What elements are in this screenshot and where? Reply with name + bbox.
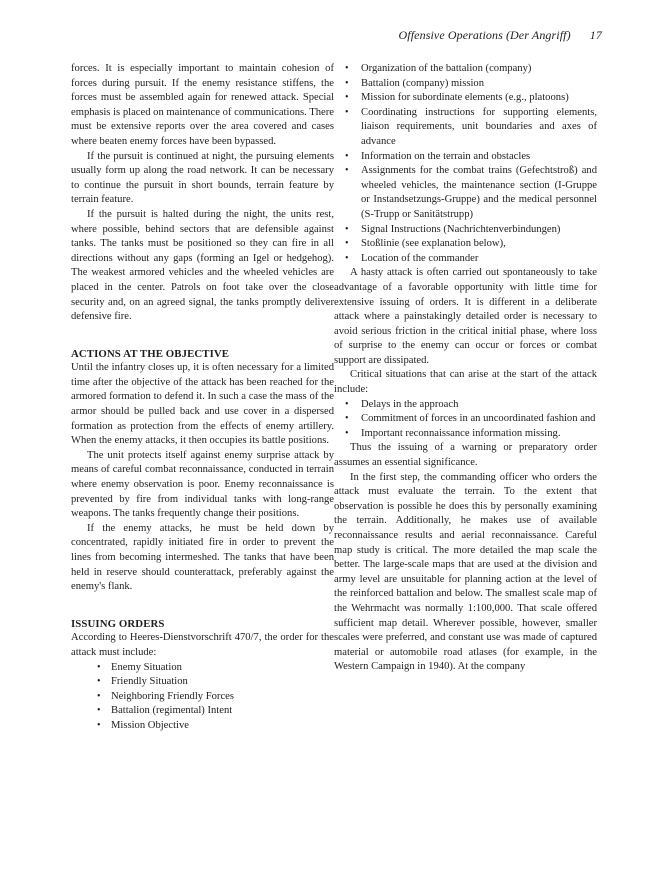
running-title: Offensive Operations (Der Angriff) — [398, 28, 571, 42]
list-item: • Coordinating instructions for supporting elements, liaison requirements, unit boundaries and axes of advance — [334, 106, 597, 150]
bullet-list — [71, 661, 334, 734]
paragraph: A hasty attack is often carried out spontaneously to take advantage of a favorable opportunity with little time for extensive issuing of orders. It is different in a deliberate attack where a painstakingly detailed order is necessary to avoid serious friction in the critical initial phase, where loss of surprise to the enemy can occur or forces or combat support are dissipated. — [334, 267, 597, 366]
list-item: • Assignments for the combat trains (Gefechtstroß) and wheeled vehicles, the maintenance section (I-Gruppe or Instandsetzungs-Gruppe) and the medical personnel (S-Trupp or Sanitätstrupp) — [334, 164, 597, 222]
list-item: • Important reconnaissance information missing. — [334, 427, 597, 442]
page-number: 17 — [589, 28, 602, 42]
list-item: • Information on the terrain and obstacles — [334, 150, 597, 165]
paragraph: According to Heeres-Dienstvorschrift 470/7, the order for the attack must include: — [71, 632, 334, 658]
list-item: • Signal Instructions (Nachrichtenverbindungen) — [334, 223, 597, 238]
paragraph: The unit protects itself against enemy surprise attack by means of careful combat reconnaissance, conducted in terrain where enemy observation is poor. Enemy reconnaissance is prevented by fire from individual tanks with long-range weapons. The tanks frequently change their positions. — [71, 449, 334, 520]
list-item: • Location of the commander — [334, 252, 597, 267]
paragraph: If the pursuit is continued at night, the pursuing elements usually form up along the road network. It can be necessary to continue the pursuit in short bounds, terrain feature by terrain feature. — [71, 150, 334, 206]
paragraph: If the enemy attacks, he must be held down by concentrated, rapidly initiated fire in order to prevent the lines from becoming intermeshed. The tanks that have been held in reserve should counterattack, preferably against the enemy's flank. — [71, 522, 334, 593]
list-item: • Commitment of forces in an uncoordinated fashion and — [334, 412, 597, 427]
running-head — [399, 28, 602, 43]
section-heading: ACTIONS AT THE OBJECTIVE — [71, 347, 230, 360]
list-item: • Friendly Situation — [71, 675, 334, 690]
list-item: • Mission Objective — [71, 719, 334, 734]
list-item: • Mission for subordinate elements (e.g., platoons) — [334, 91, 597, 106]
list-item: • Organization of the battalion (company) — [334, 62, 597, 77]
section-heading: ISSUING ORDERS — [71, 617, 165, 630]
paragraph: Until the infantry closes up, it is often necessary for a limited time after the objective of the attack has been reached for the armored formation to defend it. In such a case the mass of the armor should be pulled back and use cover in a dispersed formation as protection from the effects of enemy artillery. When the enemy attacks, it then occupies its battle positions. — [71, 362, 334, 447]
paragraph: If the pursuit is halted during the night, the units rest, where possible, behind sectors that are defensible against tanks. The tanks must be positioned so they can fire in all directions without any gaps (forming an Igel or hedgehog). The weakest armored vehicles and the wheeled vehicles are placed in the center. Patrols on foot take over the close security and, on an agreed signal, the tanks promptly deliver defensive fire. — [71, 208, 334, 323]
paragraph: Thus the issuing of a warning or preparatory order assumes an essential significance. — [334, 442, 597, 469]
left-column — [71, 62, 334, 734]
bullet-list — [334, 398, 597, 442]
right-column — [334, 62, 597, 675]
paragraph: forces. It is especially important to maintain cohesion of forces during pursuit. If the enemy resistance stiffens, the forces must be assembled again for renewed attack. Special emphasis is placed on maintenance of communications. There must be extensive reports over the area covered and cases where beaten enemy forces have been bypassed. — [71, 63, 334, 147]
list-item: • Delays in the approach — [334, 398, 597, 413]
list-item: • Battalion (company) mission — [334, 77, 597, 92]
list-item: • Battalion (regimental) Intent — [71, 704, 334, 719]
paragraph: Critical situations that can arise at the start of the attack include: — [334, 369, 597, 396]
list-item: • Enemy Situation — [71, 661, 334, 676]
list-item: • Stoßlinie (see explanation below), — [334, 237, 597, 252]
list-item: • Neighboring Friendly Forces — [71, 690, 334, 705]
bullet-list — [334, 62, 597, 266]
paragraph: In the first step, the commanding officer who orders the attack must evaluate the terrain. To the extent that observation is possible he does this by personally examining the terrain. Additionally, he makes use of available reconnaissance results and aerial reconnaissance. Careful map study is critical. The more detailed the map scale the better. The large-scale maps that are used at the division and army level are unsuitable for planning action at the level of the reinforced battalion and below. The smallest scale map of the Wehrmacht was normally 1:100,000. That scale offered sufficient map detail. Wherever possible, however, smaller scales were preferred, and constant use was made of captured material or automobile road atlases (for example, in the Western Campaign in 1940). At the company — [334, 471, 597, 673]
